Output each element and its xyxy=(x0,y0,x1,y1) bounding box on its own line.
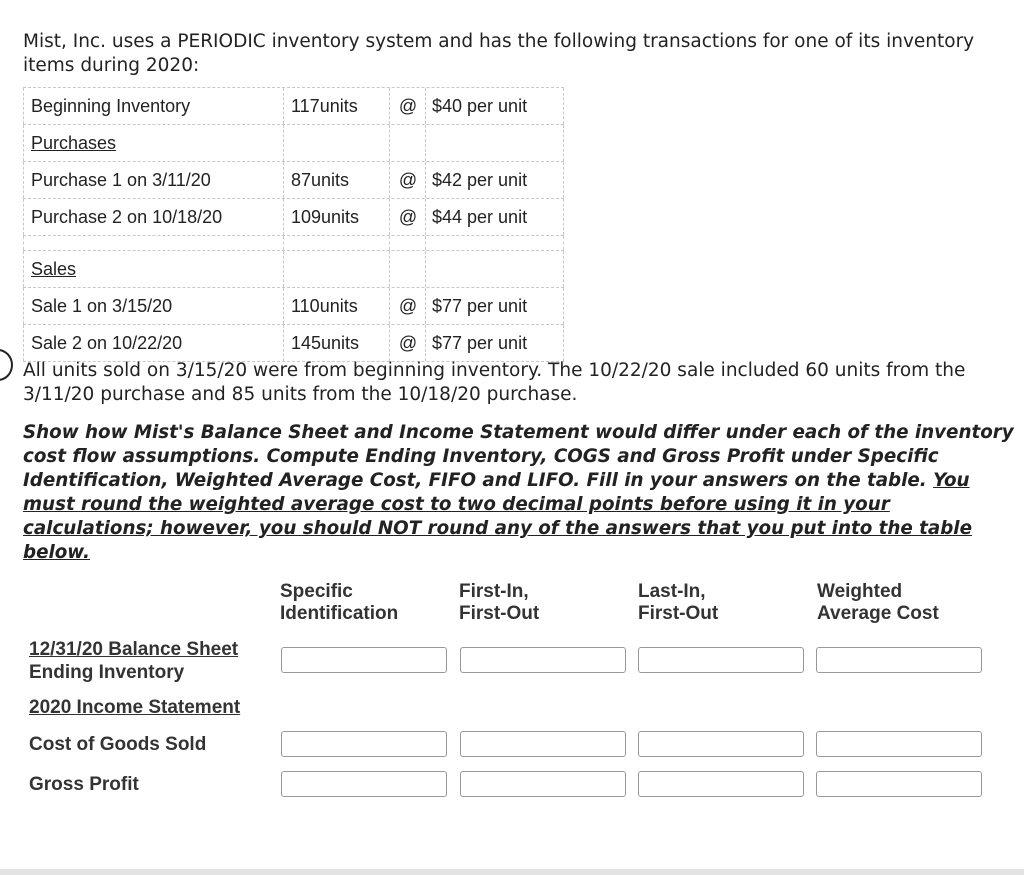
ending-inventory-weighted-avg-input[interactable] xyxy=(816,647,982,673)
row-label: Purchase 1 on 3/11/20 xyxy=(23,162,283,198)
at-symbol: @ xyxy=(389,325,426,361)
sale-1-row xyxy=(23,287,564,324)
purchase-1-row xyxy=(23,161,564,198)
cogs-fifo-input[interactable] xyxy=(460,731,626,757)
instructions-text: Show how Mist's Balance Sheet and Income Statement would differ under each of the inventory cost flow assumptions. Compute Ending Inventory, COGS and Gross Profit under Specific Identification, Weighted Average Cost, FIFO and LIFO. Fill in your answers on the table. xyxy=(23,422,1014,491)
instructions xyxy=(23,421,1021,565)
row-price: $77 per unit xyxy=(425,325,564,361)
column-header-weighted-average: Weighted Average Cost xyxy=(817,581,939,624)
row-units: 117units xyxy=(283,88,389,124)
cogs-label: Cost of Goods Sold xyxy=(29,734,207,755)
purchases-heading: Purchases xyxy=(31,132,117,153)
rounding-instructions: You must round the weighted average cost to two decimal points before using it in your calculations; however, you should NOT round any of the answers that you put into the table below. xyxy=(23,470,972,563)
row-label: Sale 2 on 10/22/20 xyxy=(23,325,283,361)
cogs-weighted-avg-input[interactable] xyxy=(816,731,982,757)
gross-profit-weighted-avg-input[interactable] xyxy=(816,771,982,797)
row-price: $44 per unit xyxy=(425,199,564,235)
column-header-lifo: Last-In, First-Out xyxy=(638,581,719,624)
at-symbol: @ xyxy=(389,162,426,198)
ending-inventory-label: Ending Inventory xyxy=(29,662,185,683)
gross-profit-lifo-input[interactable] xyxy=(638,771,804,797)
cogs-specific-id-input[interactable] xyxy=(281,731,447,757)
transactions-table xyxy=(23,87,564,362)
sales-heading-row xyxy=(23,250,564,287)
gross-profit-specific-id-input[interactable] xyxy=(281,771,447,797)
row-units: 87units xyxy=(283,162,389,198)
purchase-2-row xyxy=(23,198,564,235)
bottom-divider xyxy=(0,869,1024,875)
ending-inventory-specific-id-input[interactable] xyxy=(281,647,447,673)
sale-2-row xyxy=(23,324,564,362)
column-header-specific-identification: Specific Identification xyxy=(280,581,399,624)
row-label: Beginning Inventory xyxy=(23,88,283,124)
column-header-fifo: First-In, First-Out xyxy=(459,581,540,624)
sales-heading: Sales xyxy=(31,258,77,279)
spacer-row xyxy=(23,235,564,250)
row-units: 109units xyxy=(283,199,389,235)
gross-profit-fifo-input[interactable] xyxy=(460,771,626,797)
sales-note: All units sold on 3/15/20 were from beginning inventory. The 10/22/20 sale included 60 units from the 3/11/20 purchase and 85 units from the 10/18/20 purchase. xyxy=(23,360,966,405)
at-symbol: @ xyxy=(389,288,426,324)
balance-sheet-heading: 12/31/20 Balance Sheet xyxy=(29,639,239,660)
row-price: $42 per unit xyxy=(425,162,564,198)
gross-profit-label: Gross Profit xyxy=(29,774,139,795)
row-price: $77 per unit xyxy=(425,288,564,324)
row-price: $40 per unit xyxy=(425,88,564,124)
row-units: 110units xyxy=(283,288,389,324)
cogs-lifo-input[interactable] xyxy=(638,731,804,757)
ending-inventory-fifo-input[interactable] xyxy=(460,647,626,673)
at-symbol: @ xyxy=(389,199,426,235)
row-label: Purchase 2 on 10/18/20 xyxy=(23,199,283,235)
row-units: 145units xyxy=(283,325,389,361)
beginning-inventory-row xyxy=(23,87,564,124)
question-marker-circle xyxy=(0,349,13,381)
purchases-heading-row xyxy=(23,124,564,161)
ending-inventory-lifo-input[interactable] xyxy=(638,647,804,673)
problem-intro: Mist, Inc. uses a PERIODIC inventory system and has the following transactions for one of its inventory items during 2020: xyxy=(23,31,975,76)
at-symbol: @ xyxy=(389,88,426,124)
row-label: Sale 1 on 3/15/20 xyxy=(23,288,283,324)
income-statement-heading: 2020 Income Statement xyxy=(29,697,241,718)
